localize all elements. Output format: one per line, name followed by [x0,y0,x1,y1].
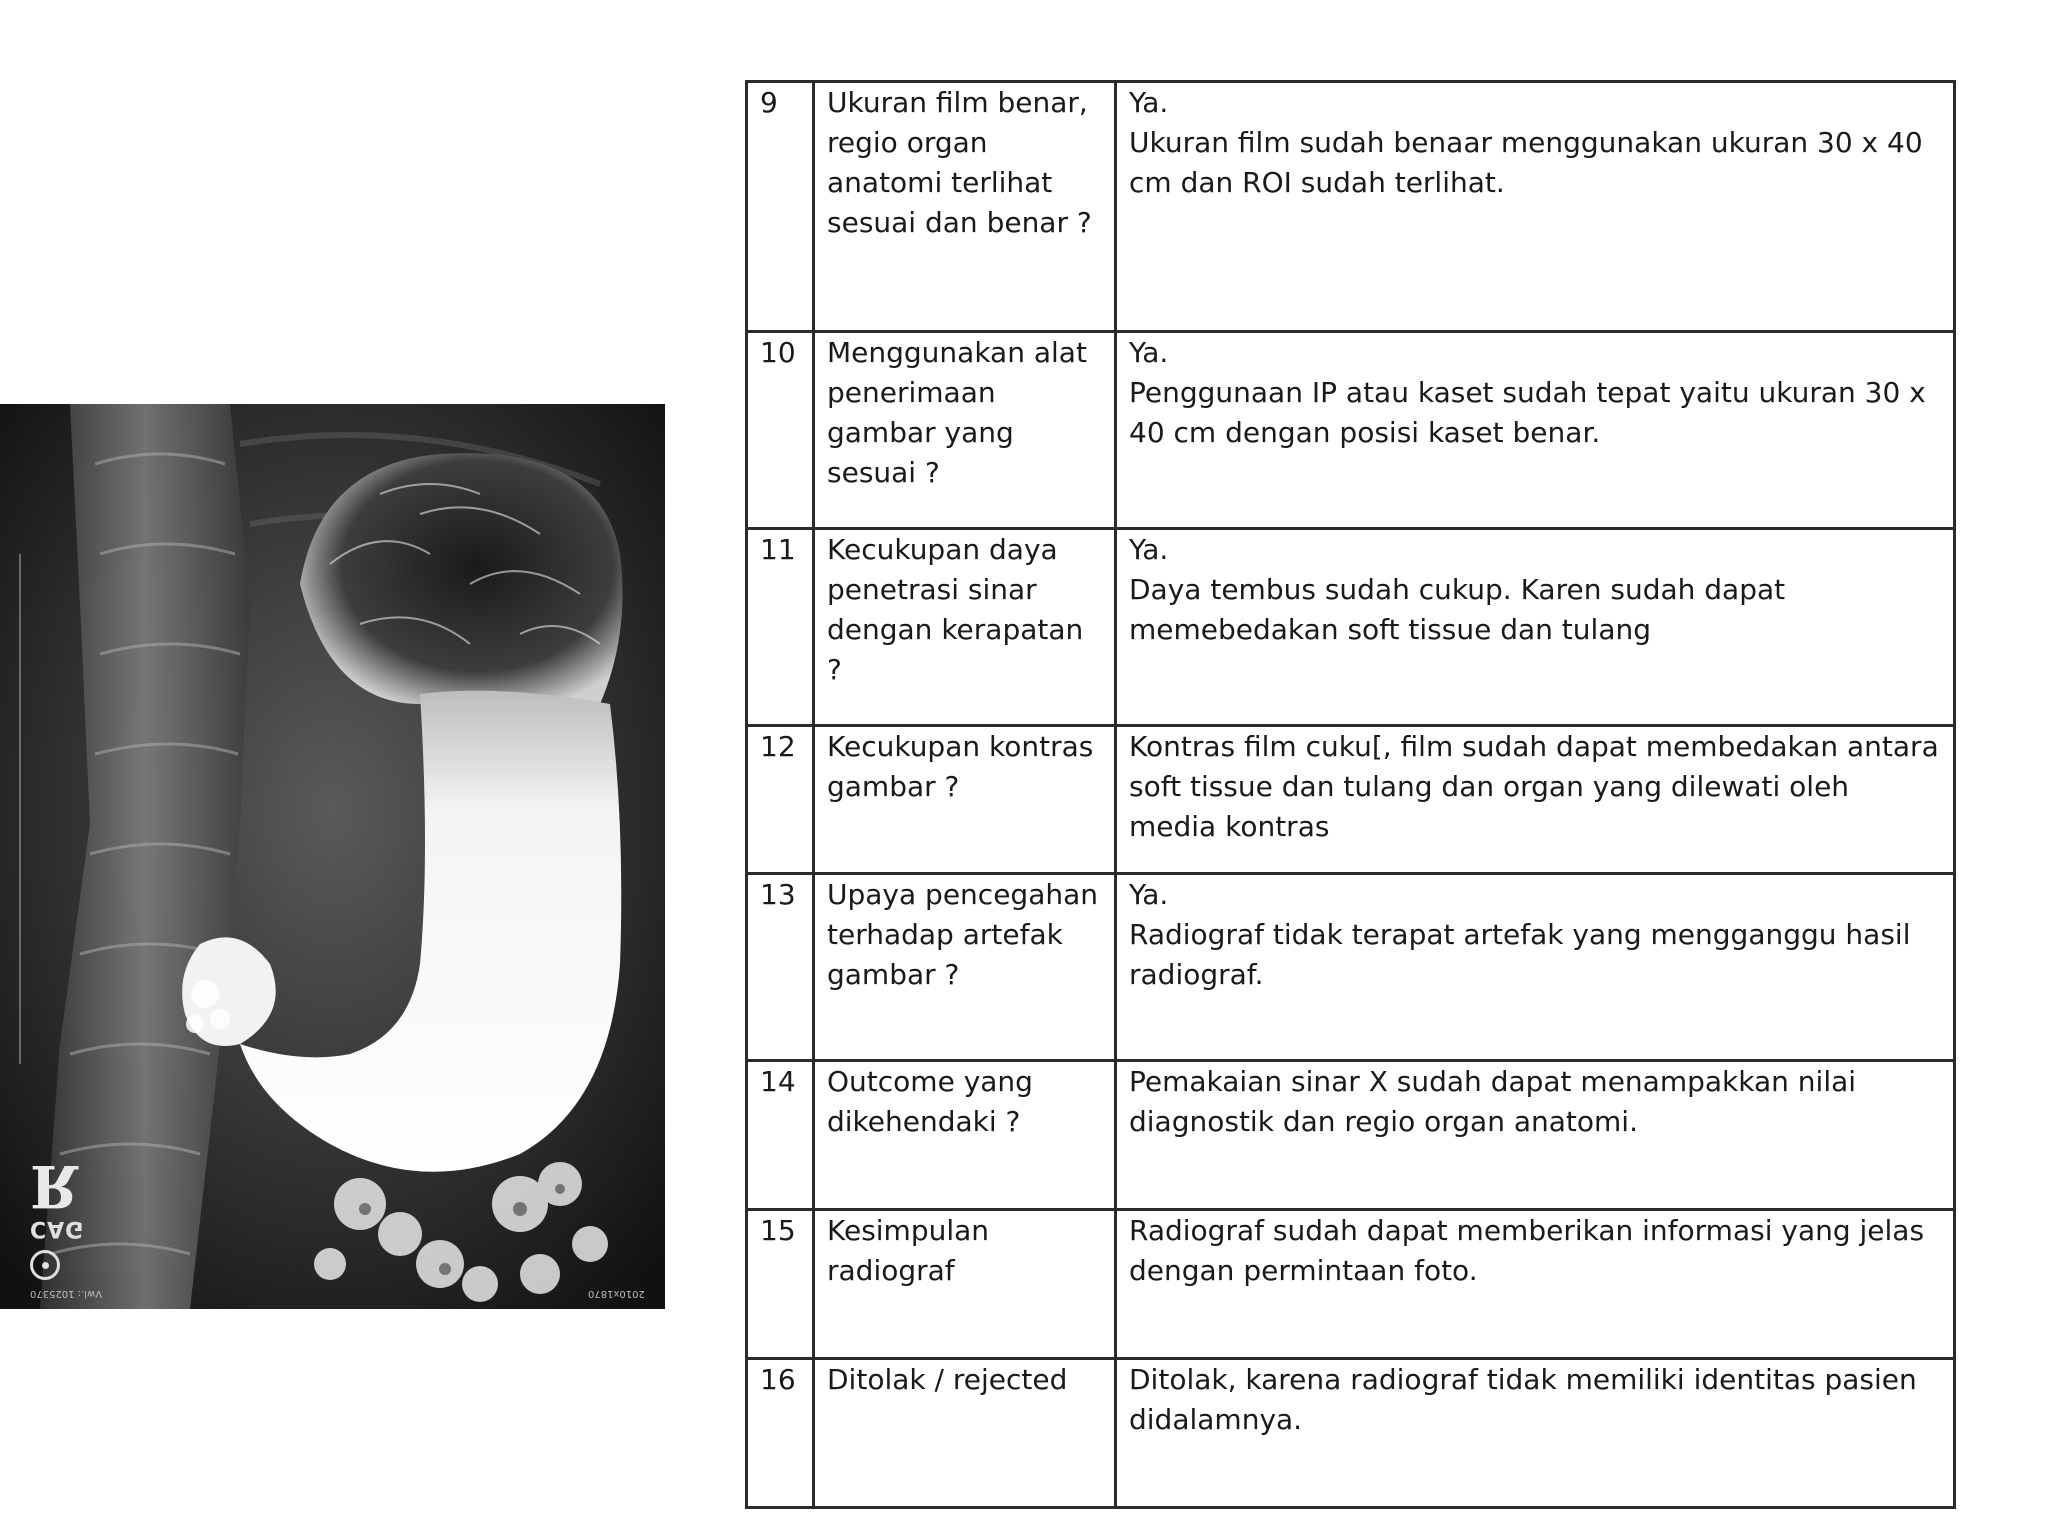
table-row [747,726,1955,874]
table-row [747,1359,1955,1508]
marker-code: CAG [30,1216,85,1241]
row-result-cell [1116,82,1955,332]
row-criterion: Upaya pencegahan terhadap artefak gambar ? [814,874,1116,1061]
table-row [747,874,1955,1061]
row-criterion: Kecukupan kontras gambar ? [814,726,1116,874]
xray-graphic [0,404,665,1309]
row-result: Pemakaian sinar X sudah dapat menampakkan nilai diagnostik dan regio organ anatomi. [1129,1065,1857,1138]
row-criterion: Ukuran film benar, regio organ anatomi terlihat sesuai dan benar ? [814,82,1116,332]
xray-image [0,404,665,1309]
row-answer: Ya. [1129,86,1169,119]
row-number: 14 [747,1061,814,1210]
row-number: 11 [747,529,814,726]
table-row [747,1061,1955,1210]
row-result: Radiograf tidak terapat artefak yang mengganggu hasil radiograf. [1129,918,1911,991]
row-result-cell [1116,529,1955,726]
row-result-cell [1116,1359,1955,1508]
row-criterion: Ditolak / rejected [814,1359,1116,1508]
row-criterion: Outcome yang dikehendaki ? [814,1061,1116,1210]
row-result: Penggunaan IP atau kaset sudah tepat yaitu ukuran 30 x 40 cm dengan posisi kaset benar. [1129,376,1926,449]
row-number: 15 [747,1210,814,1359]
row-number: 10 [747,332,814,529]
row-result-cell [1116,332,1955,529]
evaluation-table [745,80,1956,1509]
row-answer: Ya. [1129,336,1169,369]
row-result-cell [1116,874,1955,1061]
row-number: 16 [747,1359,814,1508]
row-result: Radiograf sudah dapat memberikan informasi yang jelas dengan permintaan foto. [1129,1214,1925,1287]
row-criterion: Kecukupan daya penetrasi sinar dengan kerapatan ? [814,529,1116,726]
xray-stamp-left: Vwl.: 1025370 [30,1288,103,1299]
marker-dot-icon [30,1250,60,1280]
table-row [747,82,1955,332]
row-result: Kontras film cuku[, film sudah dapat membedakan antara soft tissue dan tulang dan organ yang dilewati oleh media kontras [1129,730,1939,843]
row-answer: Ya. [1129,533,1169,566]
row-answer: Ya. [1129,878,1169,911]
row-result: Ukuran film sudah benaar menggunakan ukuran 30 x 40 cm dan ROI sudah terlihat. [1129,126,1923,199]
xray-stamp-right: 2010x1870 [588,1288,645,1299]
row-result-cell [1116,726,1955,874]
row-number: 12 [747,726,814,874]
row-criterion: Kesimpulan radiograf [814,1210,1116,1359]
row-result: Ditolak, karena radiograf tidak memiliki identitas pasien didalamnya. [1129,1363,1917,1436]
table-row [747,332,1955,529]
row-result: Daya tembus sudah cukup. Karen sudah dapat memebedakan soft tissue dan tulang [1129,573,1786,646]
side-marker: R [30,1152,79,1220]
row-result-cell [1116,1061,1955,1210]
row-result-cell [1116,1210,1955,1359]
row-criterion: Menggunakan alat penerimaan gambar yang sesuai ? [814,332,1116,529]
row-number: 9 [747,82,814,332]
row-number: 13 [747,874,814,1061]
table-row [747,1210,1955,1359]
table-row [747,529,1955,726]
